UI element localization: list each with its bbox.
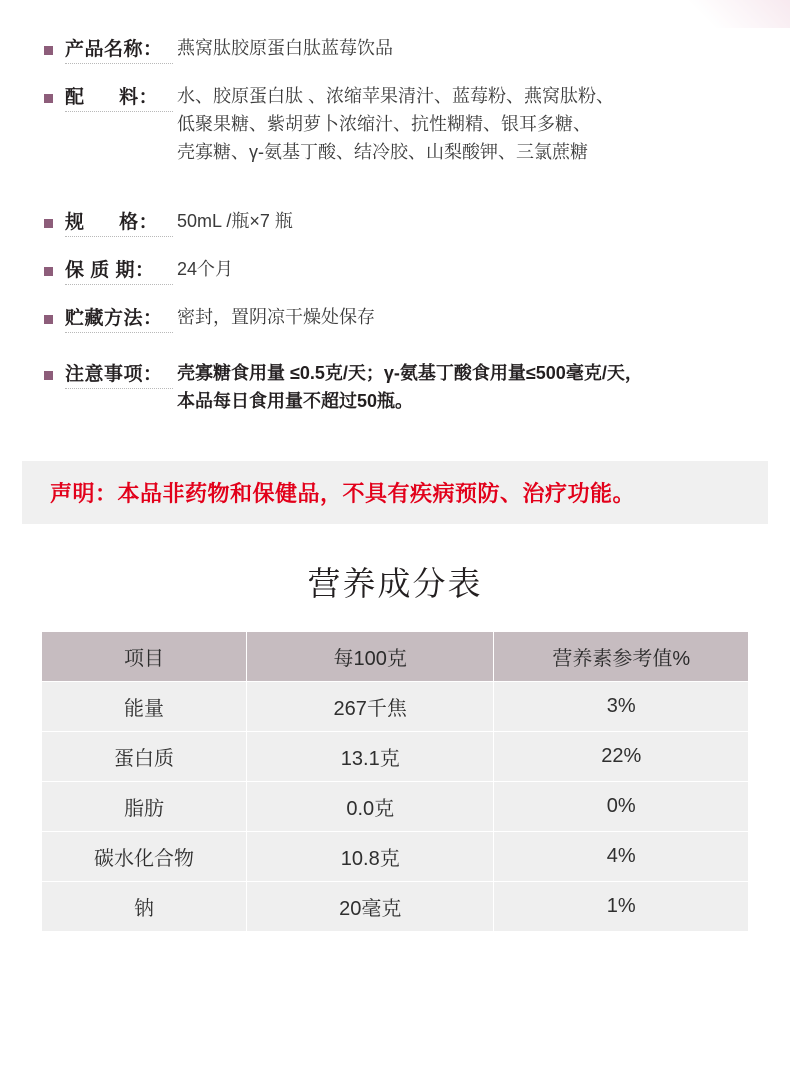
spec-label-wrap	[65, 359, 173, 389]
square-bullet-icon	[44, 219, 53, 228]
spec-label-wrap	[65, 34, 173, 64]
nutrition-table-title: 营养成分表	[307, 565, 483, 603]
product-spec-list	[0, 0, 790, 415]
table-cell: 能量	[42, 682, 247, 732]
declaration-text: 声明：本品非药物和保健品，不具有疾病预防、治疗功能。	[50, 481, 636, 507]
spec-label: 保 质 期：	[65, 259, 155, 281]
table-cell: 0%	[494, 782, 749, 832]
spec-label-wrap	[65, 255, 173, 285]
spec-row-storage	[0, 303, 790, 333]
table-header-cell: 营养素参考值%	[494, 632, 749, 682]
square-bullet-icon	[44, 315, 53, 324]
spec-value	[177, 359, 744, 416]
table-cell: 267千焦	[247, 682, 494, 732]
declaration-banner	[22, 461, 768, 524]
table-cell: 13.1克	[247, 732, 494, 782]
spec-label-wrap	[65, 207, 173, 237]
table-cell: 4%	[494, 832, 749, 882]
table-header-cell: 项目	[42, 632, 247, 682]
spec-value-line: 壳寡糖、γ-氨基丁酸、结冷胶、山梨酸钾、三氯蔗糖	[177, 141, 588, 162]
table-cell: 20毫克	[247, 882, 494, 932]
table-cell: 脂肪	[42, 782, 247, 832]
spec-label-wrap	[65, 303, 173, 333]
table-header-row	[42, 632, 749, 682]
spec-value-line: 水、胶原蛋白肽 、浓缩苹果清汁、蓝莓粉、燕窝肽粉、	[177, 86, 614, 106]
spec-label: 配 料：	[65, 87, 159, 108]
spec-label: 规 格：	[65, 211, 159, 233]
table-cell: 10.8克	[247, 832, 494, 882]
spec-value	[177, 82, 744, 167]
table-row	[42, 882, 749, 932]
spec-value	[177, 255, 744, 284]
spec-label: 注意事项：	[65, 363, 163, 385]
table-row	[42, 682, 749, 732]
table-cell: 钠	[42, 882, 247, 932]
spec-value-line: 低聚果糖、紫胡萝卜浓缩汁、抗性糊精、银耳多糖、	[177, 113, 591, 134]
spec-value-line: 密封，置阴凉干燥处保存	[177, 306, 375, 327]
spec-value-line: 燕窝肽胶原蛋白肽蓝莓饮品	[177, 38, 393, 58]
spec-row-specification	[0, 207, 790, 237]
table-row	[42, 782, 749, 832]
spec-value-line: 24个月	[177, 258, 234, 279]
spec-label-wrap	[65, 82, 173, 112]
table-cell: 0.0克	[247, 782, 494, 832]
table-cell: 3%	[494, 682, 749, 732]
spec-row-precautions	[0, 359, 790, 416]
square-bullet-icon	[44, 94, 53, 103]
spec-row-ingredients	[0, 82, 790, 167]
spec-value-line: 壳寡糖食用量 ≤0.5克/天；γ-氨基丁酸食用量≤500毫克/天，	[177, 362, 643, 383]
spec-label: 贮藏方法：	[65, 307, 163, 329]
table-cell: 1%	[494, 882, 749, 932]
table-header-cell: 每100克	[247, 632, 494, 682]
square-bullet-icon	[44, 46, 53, 55]
spec-label: 产品名称：	[65, 39, 163, 60]
square-bullet-icon	[44, 267, 53, 276]
spec-value	[177, 34, 744, 63]
spec-value-line: 本品每日食用量不超过50瓶。	[177, 390, 414, 411]
nutrition-table	[41, 631, 749, 932]
table-cell: 碳水化合物	[42, 832, 247, 882]
spec-value-line: 50mL /瓶×7 瓶	[177, 210, 293, 231]
table-row	[42, 732, 749, 782]
spec-row-shelf-life	[0, 255, 790, 285]
square-bullet-icon	[44, 371, 53, 380]
table-cell: 22%	[494, 732, 749, 782]
table-row	[42, 832, 749, 882]
spec-row-product-name	[0, 34, 790, 64]
table-cell: 蛋白质	[42, 732, 247, 782]
spec-value	[177, 303, 744, 332]
spec-value	[177, 207, 744, 236]
